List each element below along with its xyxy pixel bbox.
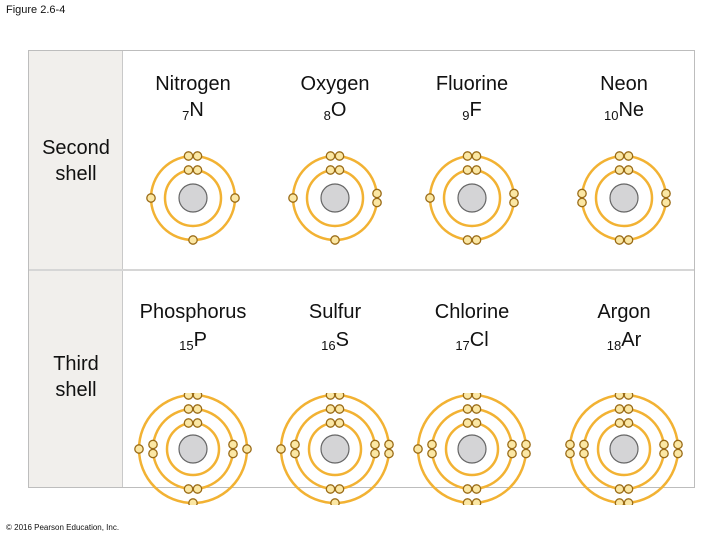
electron bbox=[662, 189, 670, 197]
electron bbox=[522, 440, 530, 448]
electron bbox=[463, 152, 471, 160]
nucleus bbox=[458, 435, 486, 463]
electron bbox=[149, 440, 157, 448]
element-symbol bbox=[264, 329, 406, 353]
electron bbox=[624, 236, 632, 244]
electron bbox=[660, 440, 668, 448]
element-symbol bbox=[122, 329, 264, 353]
atomic-number: 16 bbox=[321, 338, 336, 353]
element-symbol bbox=[401, 329, 543, 353]
electron bbox=[615, 236, 623, 244]
figure-label: Figure 2.6-4 bbox=[6, 4, 66, 16]
nucleus bbox=[179, 184, 207, 212]
electron bbox=[243, 445, 251, 453]
element-cell-fluorine bbox=[401, 51, 543, 269]
atom-model bbox=[264, 393, 406, 505]
electron bbox=[578, 189, 586, 197]
electron bbox=[615, 166, 623, 174]
electron bbox=[674, 449, 682, 457]
electron bbox=[624, 485, 632, 493]
electron bbox=[615, 485, 623, 493]
electron bbox=[510, 189, 518, 197]
electron bbox=[566, 449, 574, 457]
electron bbox=[291, 449, 299, 457]
atomic-number: 7 bbox=[182, 108, 190, 123]
element-name: Sulfur bbox=[308, 301, 362, 323]
electron bbox=[624, 152, 632, 160]
nucleus bbox=[179, 435, 207, 463]
element-cell-nitrogen bbox=[122, 51, 264, 269]
electron bbox=[624, 419, 632, 427]
electron bbox=[373, 189, 381, 197]
row-label-line: Third bbox=[53, 353, 99, 375]
row-label-line: Second bbox=[42, 137, 110, 159]
atomic-number: 10 bbox=[603, 108, 619, 123]
electron bbox=[291, 440, 299, 448]
electron bbox=[472, 499, 480, 505]
electron bbox=[373, 198, 381, 206]
electron bbox=[463, 485, 471, 493]
element-cell-oxygen bbox=[264, 51, 406, 269]
atom-model bbox=[401, 393, 543, 505]
electron bbox=[335, 485, 343, 493]
electron bbox=[326, 419, 334, 427]
nucleus bbox=[321, 435, 349, 463]
electron bbox=[331, 499, 339, 505]
atom-model bbox=[264, 141, 406, 256]
element-name: Oxygen bbox=[300, 73, 370, 95]
atomic-number: 15 bbox=[179, 338, 194, 353]
electron bbox=[463, 166, 471, 174]
element-name: Neon bbox=[600, 73, 648, 95]
element-symbol-text: Ar bbox=[621, 329, 642, 351]
element-symbol bbox=[401, 99, 543, 123]
electron bbox=[624, 166, 632, 174]
atom-model bbox=[401, 141, 543, 256]
electron bbox=[335, 166, 343, 174]
row-label-third-shell bbox=[16, 351, 136, 403]
electron bbox=[615, 405, 623, 413]
electron bbox=[184, 393, 192, 399]
electron bbox=[624, 405, 632, 413]
electron bbox=[184, 152, 192, 160]
electron bbox=[472, 419, 480, 427]
electron bbox=[615, 393, 623, 399]
electron bbox=[580, 440, 588, 448]
electron bbox=[326, 405, 334, 413]
atom-model bbox=[553, 141, 695, 256]
element-name: Fluorine bbox=[435, 73, 509, 95]
element-cell-phosphorus bbox=[122, 271, 264, 489]
electron bbox=[472, 152, 480, 160]
electron bbox=[229, 440, 237, 448]
electron bbox=[508, 440, 516, 448]
element-symbol-text: N bbox=[189, 99, 204, 121]
electron bbox=[371, 440, 379, 448]
electron bbox=[463, 419, 471, 427]
element-cell-argon bbox=[553, 271, 695, 489]
electron bbox=[135, 445, 143, 453]
atomic-number: 18 bbox=[606, 338, 622, 353]
element-symbol-text: Ne bbox=[618, 99, 645, 121]
row-label-line: shell bbox=[55, 163, 97, 185]
electron bbox=[229, 449, 237, 457]
electron bbox=[385, 440, 393, 448]
electron bbox=[371, 449, 379, 457]
electron bbox=[193, 485, 201, 493]
electron bbox=[508, 449, 516, 457]
electron bbox=[277, 445, 285, 453]
electron bbox=[472, 393, 480, 399]
electron bbox=[662, 198, 670, 206]
atom-model bbox=[122, 141, 264, 256]
electron bbox=[463, 405, 471, 413]
electron bbox=[463, 236, 471, 244]
electron bbox=[335, 393, 343, 399]
electron bbox=[522, 449, 530, 457]
element-symbol bbox=[122, 99, 264, 123]
element-cell-chlorine bbox=[401, 271, 543, 489]
electron bbox=[335, 152, 343, 160]
electron bbox=[326, 152, 334, 160]
electron bbox=[149, 449, 157, 457]
element-symbol-text: Cl bbox=[469, 329, 489, 351]
electron bbox=[184, 419, 192, 427]
electron bbox=[472, 485, 480, 493]
electron bbox=[326, 393, 334, 399]
electron bbox=[289, 194, 297, 202]
electron bbox=[189, 499, 197, 505]
electron bbox=[472, 166, 480, 174]
element-symbol bbox=[264, 99, 406, 123]
nucleus bbox=[610, 435, 638, 463]
electron bbox=[193, 393, 201, 399]
electron bbox=[615, 499, 623, 505]
electron bbox=[428, 440, 436, 448]
electron bbox=[472, 236, 480, 244]
element-cell-sulfur bbox=[264, 271, 406, 489]
atom-model bbox=[122, 393, 264, 505]
electron bbox=[184, 485, 192, 493]
electron bbox=[184, 166, 192, 174]
electron bbox=[193, 419, 201, 427]
electron bbox=[331, 236, 339, 244]
electron bbox=[193, 405, 201, 413]
electron bbox=[193, 152, 201, 160]
electron bbox=[428, 449, 436, 457]
nucleus bbox=[610, 184, 638, 212]
element-symbol bbox=[553, 99, 695, 123]
element-name: Phosphorus bbox=[139, 301, 247, 323]
electron bbox=[231, 194, 239, 202]
electron bbox=[193, 166, 201, 174]
electron bbox=[184, 405, 192, 413]
row-label-line: shell bbox=[55, 379, 97, 401]
electron bbox=[510, 198, 518, 206]
element-symbol-text: S bbox=[335, 329, 349, 351]
electron bbox=[147, 194, 155, 202]
atomic-number: 8 bbox=[323, 108, 331, 123]
electron bbox=[615, 419, 623, 427]
electron-shell-diagram bbox=[28, 50, 695, 488]
element-name: Argon bbox=[597, 301, 651, 323]
electron bbox=[463, 499, 471, 505]
element-cell-neon bbox=[553, 51, 695, 269]
electron bbox=[335, 405, 343, 413]
element-symbol-text: O bbox=[330, 99, 347, 121]
electron bbox=[472, 405, 480, 413]
electron bbox=[426, 194, 434, 202]
electron bbox=[385, 449, 393, 457]
electron bbox=[674, 440, 682, 448]
electron bbox=[615, 152, 623, 160]
electron bbox=[660, 449, 668, 457]
nucleus bbox=[458, 184, 486, 212]
element-symbol-text: P bbox=[193, 329, 207, 351]
element-symbol-text: F bbox=[469, 99, 482, 121]
electron bbox=[414, 445, 422, 453]
electron bbox=[578, 198, 586, 206]
atomic-number: 9 bbox=[462, 108, 470, 123]
nucleus bbox=[321, 184, 349, 212]
electron bbox=[624, 499, 632, 505]
electron bbox=[189, 236, 197, 244]
element-symbol bbox=[553, 329, 695, 353]
electron bbox=[463, 393, 471, 399]
row-label-second-shell bbox=[16, 135, 136, 187]
electron bbox=[580, 449, 588, 457]
electron bbox=[326, 166, 334, 174]
electron bbox=[335, 419, 343, 427]
copyright-text: © 2016 Pearson Education, Inc. bbox=[6, 523, 120, 532]
atom-model bbox=[553, 393, 695, 505]
atomic-number: 17 bbox=[455, 338, 470, 353]
electron bbox=[566, 440, 574, 448]
element-name: Nitrogen bbox=[155, 73, 231, 95]
element-name: Chlorine bbox=[434, 301, 510, 323]
electron bbox=[326, 485, 334, 493]
electron bbox=[624, 393, 632, 399]
